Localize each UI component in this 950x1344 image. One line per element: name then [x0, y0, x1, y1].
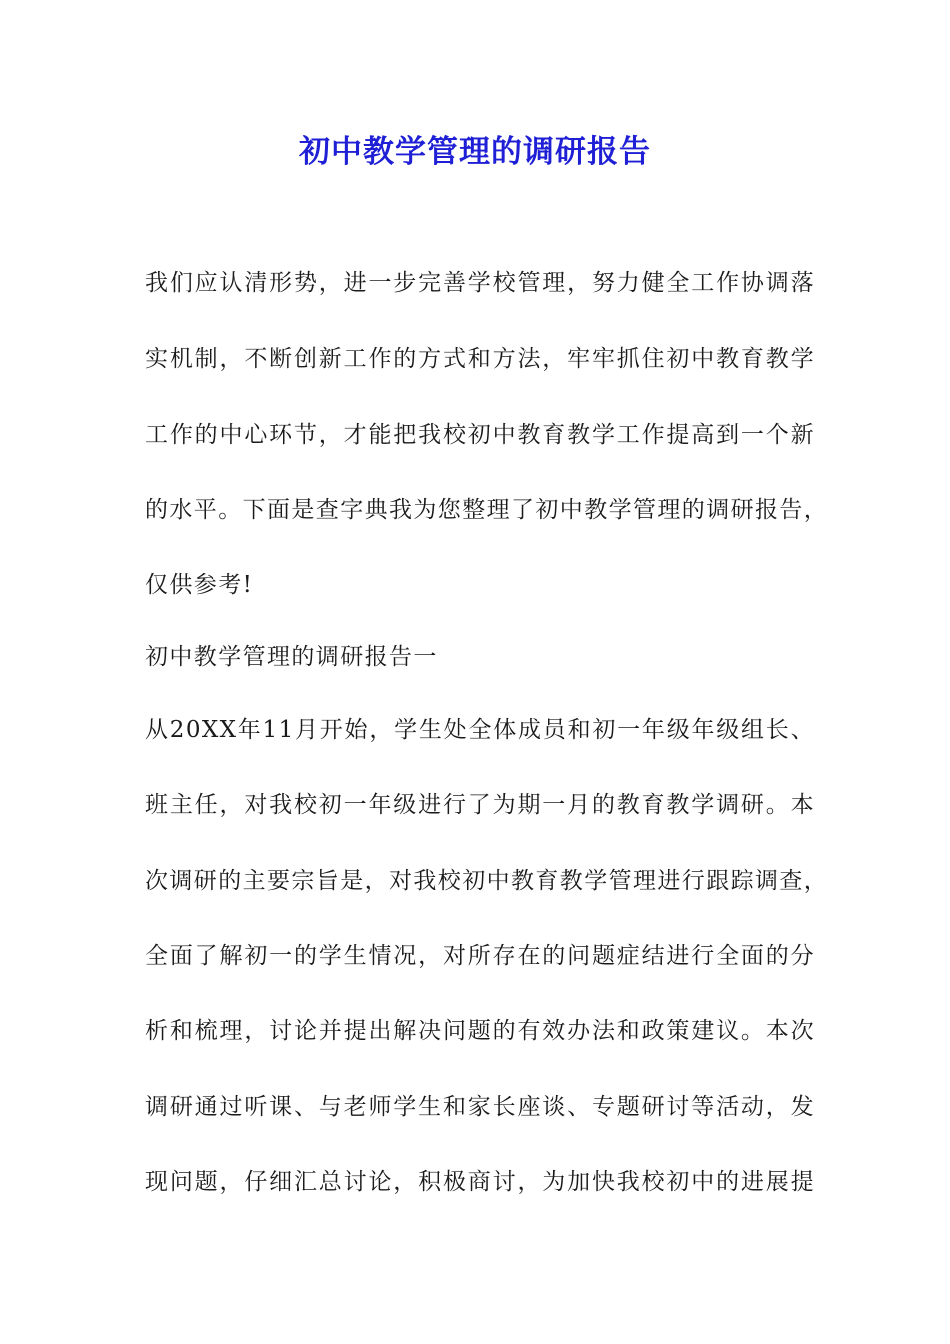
body-line-2: 班主任，对我校初一年级进行了为期一月的教育教学调研。本: [145, 792, 815, 818]
section-heading: 初中教学管理的调研报告一: [145, 644, 438, 670]
body-line-4: 全面了解初一的学生情况，对所存在的问题症结进行全面的分: [145, 943, 815, 969]
body-line-5: 析和梳理，讨论并提出解决问题的有效办法和政策建议。本次: [145, 1018, 815, 1044]
page-title: 初中教学管理的调研报告: [299, 134, 651, 170]
intro-line-4: 的水平。下面是查字典我为您整理了初中教学管理的调研报告，: [145, 497, 829, 523]
intro-line-2: 实机制，不断创新工作的方式和方法，牢牢抓住初中教育教学: [145, 346, 815, 372]
intro-line-3: 工作的中心环节，才能把我校初中教育教学工作提高到一个新: [145, 422, 815, 448]
body-line-7: 现问题，仔细汇总讨论，积极商讨，为加快我校初中的进展提: [145, 1169, 815, 1195]
body-line-6: 调研通过听课、与老师学生和家长座谈、专题研讨等活动，发: [145, 1094, 815, 1120]
intro-line-5: 仅供参考!: [145, 572, 254, 598]
intro-line-1: 我们应认清形势，进一步完善学校管理，努力健全工作协调落: [145, 270, 815, 296]
body-line-3: 次调研的主要宗旨是，对我校初中教育教学管理进行跟踪调查，: [145, 868, 829, 894]
body-line-1: 从20XX年11月开始，学生处全体成员和初一年级年级组长、: [145, 717, 815, 743]
